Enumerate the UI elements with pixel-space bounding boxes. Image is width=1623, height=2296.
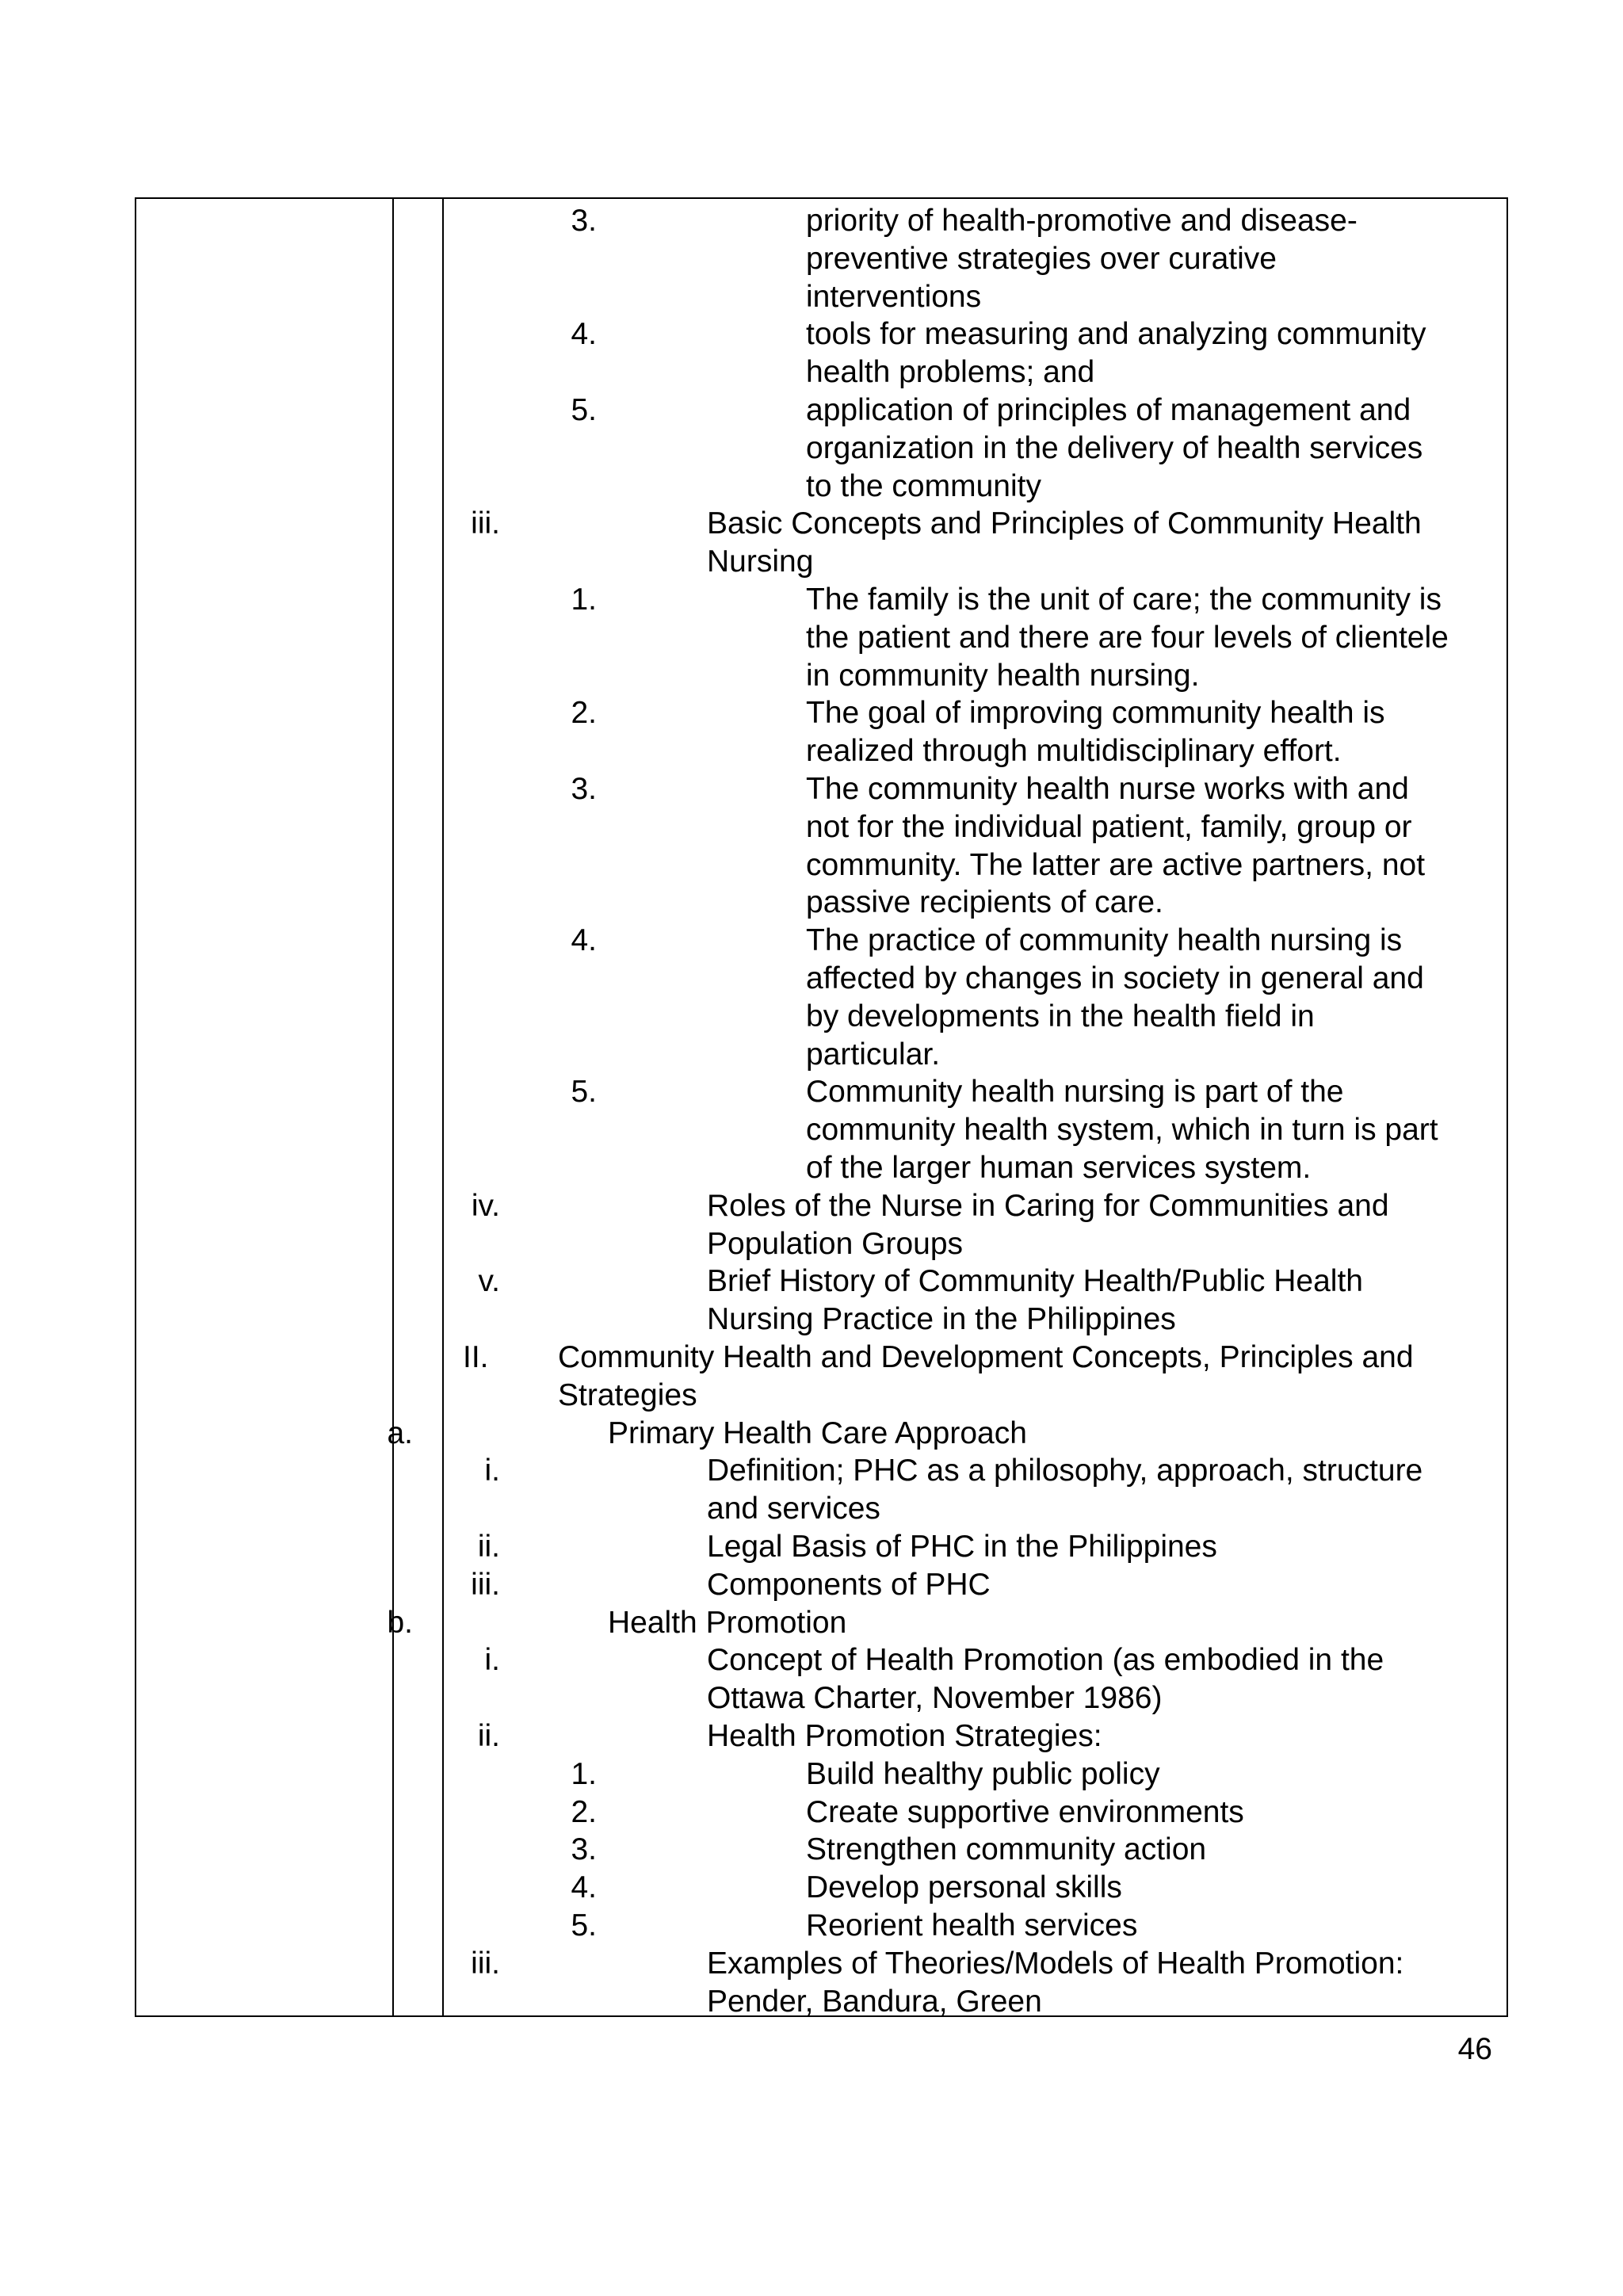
outline-marker: 2. — [571, 696, 597, 731]
course-outline — [136, 199, 1507, 2019]
outline-item-text: Population Groups — [707, 1226, 964, 1261]
outline-item-text: Reorient health services — [806, 1908, 1138, 1943]
outline-marker: b. — [387, 1605, 413, 1640]
outline-item-text: Create supportive environments — [806, 1794, 1244, 1829]
outline-marker: 2. — [571, 1794, 597, 1829]
outline-marker: i. — [484, 1643, 500, 1678]
outline-marker: 5. — [571, 1075, 597, 1110]
outline-item-text: The community health nurse works with and — [806, 772, 1409, 806]
outline-marker: 3. — [571, 772, 597, 806]
outline-marker: 5. — [571, 393, 597, 427]
outline-marker: ii. — [477, 1719, 500, 1753]
outline-item-text: the patient and there are four levels of clientele — [806, 620, 1449, 655]
outline-item-text: Community Health and Development Concepts, Principles and — [558, 1340, 1414, 1374]
outline-item-text: interventions — [806, 279, 982, 314]
outline-item-text: Components of PHC — [707, 1567, 991, 1602]
outline-marker: 1. — [571, 583, 597, 617]
outline-item-text: Pender, Bandura, Green — [707, 1984, 1042, 2019]
outline-marker: II. — [463, 1340, 489, 1374]
outline-item-text: Examples of Theories/Models of Health Promotion: — [707, 1946, 1404, 1981]
outline-item-text: of the larger human services system. — [806, 1151, 1312, 1185]
outline-item-text: tools for measuring and analyzing community — [806, 317, 1426, 352]
outline-item-text: community health system, which in turn is part — [806, 1113, 1438, 1148]
outline-item-text: particular. — [806, 1037, 941, 1072]
outline-item-text: Roles of the Nurse in Caring for Communities and — [707, 1188, 1389, 1223]
outline-item-text: Health Promotion Strategies: — [707, 1719, 1102, 1753]
outline-item-text: Concept of Health Promotion (as embodied in the — [707, 1643, 1384, 1678]
outline-item-text: Strategies — [558, 1377, 697, 1412]
outline-item-text: realized through multidisciplinary effort. — [806, 734, 1342, 769]
outline-item-text: Definition; PHC as a philosophy, approach, structure — [707, 1454, 1423, 1488]
outline-item-text: Strengthen community action — [806, 1832, 1207, 1867]
outline-item-text: and services — [707, 1492, 880, 1526]
outline-marker: i. — [484, 1454, 500, 1488]
outline-item-text: passive recipients of care. — [806, 885, 1163, 920]
outline-item-text: Health Promotion — [608, 1605, 847, 1640]
outline-marker: v. — [478, 1264, 500, 1299]
outline-marker: ii. — [477, 1530, 500, 1564]
outline-marker: 1. — [571, 1756, 597, 1791]
outline-item-text: in community health nursing. — [806, 658, 1200, 693]
outline-marker: iii. — [471, 1946, 500, 1981]
content-table — [135, 197, 1508, 2017]
outline-marker: 4. — [571, 317, 597, 352]
outline-item-text: Community health nursing is part of the — [806, 1075, 1344, 1110]
outline-item-text: Nursing Practice in the Philippines — [707, 1302, 1176, 1337]
outline-marker: 5. — [571, 1908, 597, 1943]
outline-item-text: Nursing — [707, 544, 814, 579]
outline-marker: 4. — [571, 923, 597, 958]
outline-item-text: application of principles of management and — [806, 393, 1411, 427]
outline-marker: iv. — [471, 1188, 500, 1223]
outline-item-text: Primary Health Care Approach — [608, 1415, 1027, 1450]
outline-marker: 4. — [571, 1870, 597, 1905]
outline-item-text: Build healthy public policy — [806, 1756, 1160, 1791]
outline-item-text: Develop personal skills — [806, 1870, 1122, 1905]
outline-item-text: affected by changes in society in general and — [806, 961, 1424, 995]
outline-item-text: Legal Basis of PHC in the Philippines — [707, 1530, 1217, 1564]
page-number: 46 — [1457, 2032, 1492, 2066]
outline-item-text: not for the individual patient, family, group or — [806, 809, 1412, 844]
outline-marker: iii. — [471, 1567, 500, 1602]
outline-item-text: organization in the delivery of health services — [806, 430, 1423, 465]
outline-item-text: priority of health-promotive and disease- — [806, 204, 1358, 238]
outline-item-text: Ottawa Charter, November 1986) — [707, 1681, 1163, 1716]
outline-item-text: to the community — [806, 468, 1041, 503]
outline-marker: 3. — [571, 1832, 597, 1867]
outline-item-text: The goal of improving community health is — [806, 696, 1385, 731]
outline-item-text: Basic Concepts and Principles of Community Health — [707, 506, 1422, 541]
outline-item-text: community. The latter are active partners, not — [806, 847, 1426, 882]
outline-marker: a. — [387, 1415, 413, 1450]
outline-item-text: by developments in the health field in — [806, 999, 1315, 1033]
outline-marker: iii. — [471, 506, 500, 541]
outline-item-text: health problems; and — [806, 355, 1095, 390]
outline-item-text: Brief History of Community Health/Public Health — [707, 1264, 1363, 1299]
outline-marker: 3. — [571, 204, 597, 238]
outline-item-text: The family is the unit of care; the community is — [806, 583, 1442, 617]
outline-item-text: preventive strategies over curative — [806, 241, 1277, 276]
outline-item-text: The practice of community health nursing is — [806, 923, 1403, 958]
